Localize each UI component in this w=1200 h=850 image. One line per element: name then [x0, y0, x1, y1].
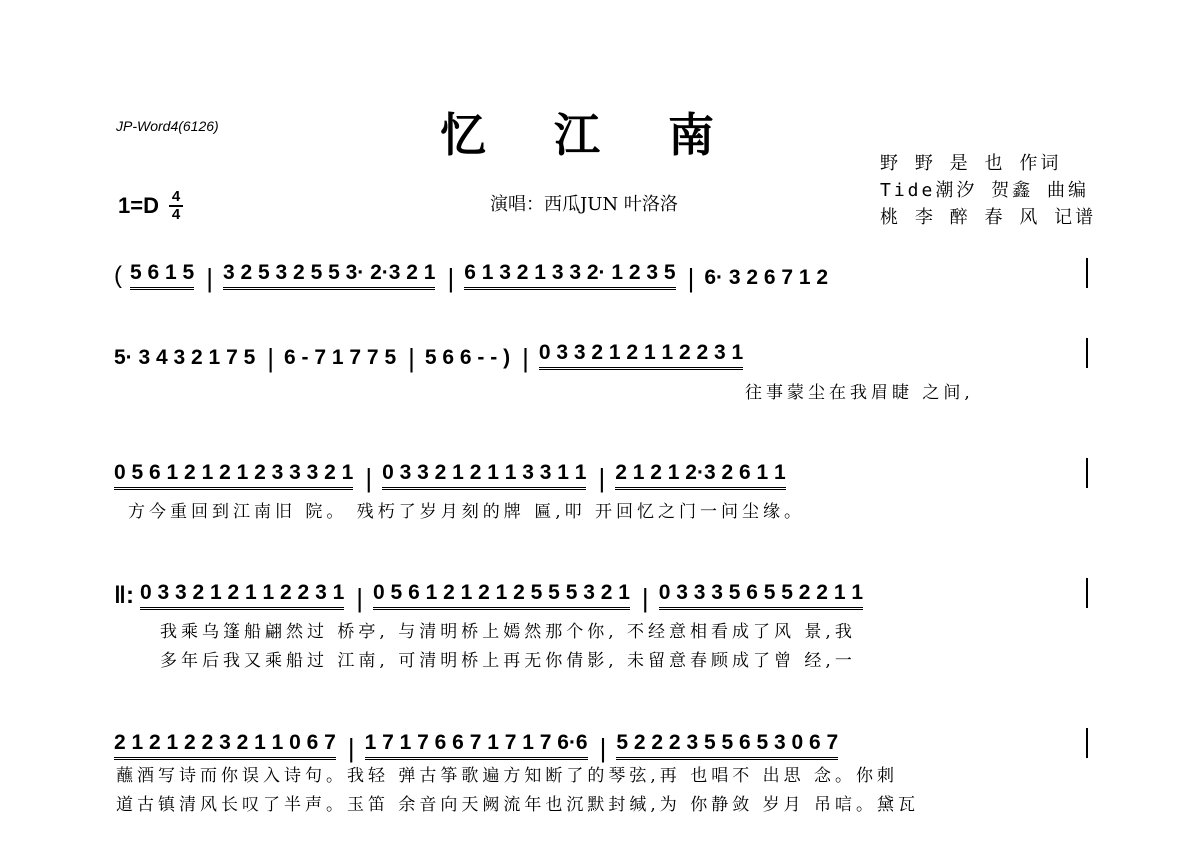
measure: 1 7 1 7 6 6 7 1 7 1 7 6·6	[365, 731, 588, 760]
lyric-line-4b: 多年后我又乘船过 江南, 可清明桥上再无你倩影, 未留意春顾成了曾 经,一	[160, 651, 856, 671]
time-bottom: 4	[171, 206, 181, 223]
measure: 5 6 6 - - )	[424, 346, 511, 369]
barline-end	[1086, 458, 1088, 488]
measure: 0 3 3 3 5 6 5 5 2 2 1 1	[659, 581, 863, 610]
measure: 0 5 6 1 2 1 2 1 2 3 3 3 2 1	[114, 461, 353, 490]
barline: |	[267, 343, 275, 373]
lyric-line-2: 往事蒙尘在我眉睫 之间,	[745, 383, 974, 403]
barline: |	[641, 583, 649, 613]
lyric-line-5a: 蘸酒写诗而你误入诗句。我轻 弹古筝歌遍方知断了的琴弦,再 也唱不 出思 念。你刺	[116, 766, 899, 786]
barline-end	[1086, 338, 1088, 368]
transcriber-credit: 桃 李 醉 春 风 记谱	[880, 207, 1097, 228]
lyric-line-4a: 我乘乌篷船翩然过 桥亭, 与清明桥上嫣然那个你, 不经意相看成了风 景,我	[160, 622, 856, 642]
credits-block	[880, 150, 1096, 231]
measure: 5 6 1 5	[130, 261, 194, 290]
measure: 5 2 2 2 3 5 5 6 5 3 0 6 7	[616, 731, 838, 760]
barline: |	[365, 463, 373, 493]
lyric-line-3: 方今重回到江南旧 院。 残朽了岁月刻的牌 匾,叩 开回忆之门一问尘缘。	[128, 502, 806, 522]
repeat-start-sign: ‖:	[114, 582, 134, 609]
barline-end	[1086, 728, 1088, 758]
measure: 0 3 3 2 1 2 1 1 2 2 3 1	[140, 581, 344, 610]
open-paren: (	[114, 262, 122, 289]
barline: |	[408, 343, 415, 373]
measure: 6· 3 2 6 7 1 2	[704, 266, 829, 289]
measure: 0 5 6 1 2 1 2 1 2 5 5 5 3 2 1	[373, 581, 630, 610]
software-label: JP-Word4(6126)	[116, 118, 219, 134]
measure: 6 1 3 2 1 3 3 2· 1 2 3 5	[464, 261, 675, 290]
barline: |	[522, 343, 529, 373]
barline: |	[687, 263, 695, 293]
lyric-line-5b: 道古镇清风长叹了半声。玉笛 余音向天阙流年也沉默封缄,为 你静敛 岁月 吊唁。黛瓦	[116, 795, 920, 815]
key-label: 1=D	[118, 193, 159, 218]
barline: |	[347, 733, 355, 763]
measure: 0 3 3 2 1 2 1 1 3 3 1 1	[382, 461, 586, 490]
barline: |	[599, 733, 607, 763]
score-line-2	[114, 330, 1088, 373]
barline: |	[447, 263, 455, 293]
score-line-3	[114, 450, 1088, 493]
arranger-credit: Tide潮汐 贺鑫 曲编	[880, 180, 1090, 201]
measure: 6 - 7 1 7 7 5	[284, 346, 397, 369]
time-top: 4	[171, 188, 181, 205]
song-title: 忆江南	[440, 108, 782, 162]
key-signature	[118, 190, 183, 222]
barline-end	[1086, 578, 1088, 608]
score-line-5	[114, 720, 1088, 763]
score-line-1	[114, 250, 1088, 293]
barline: |	[206, 263, 213, 293]
barline: |	[356, 583, 364, 613]
measure: 0 3 3 2 1 2 1 1 2 2 3 1	[539, 341, 743, 370]
singer-credit: 演唱：西瓜JUN 叶洛洛	[490, 194, 678, 215]
measure: 2 1 2 1 2 2 3 2 1 1 0 6 7	[114, 731, 336, 760]
barline: |	[598, 463, 606, 493]
measure: 3 2 5 3 2 5 5 3· 2·3 2 1	[223, 261, 435, 290]
score-line-4	[114, 570, 1088, 613]
measure: 5· 3 4 3 2 1 7 5	[114, 346, 256, 369]
barline-end	[1086, 258, 1088, 288]
time-signature	[169, 190, 183, 222]
measure: 2 1 2 1 2·3 2 6 1 1	[615, 461, 785, 490]
lyricist-credit: 野 野 是 也 作词	[880, 153, 1062, 174]
